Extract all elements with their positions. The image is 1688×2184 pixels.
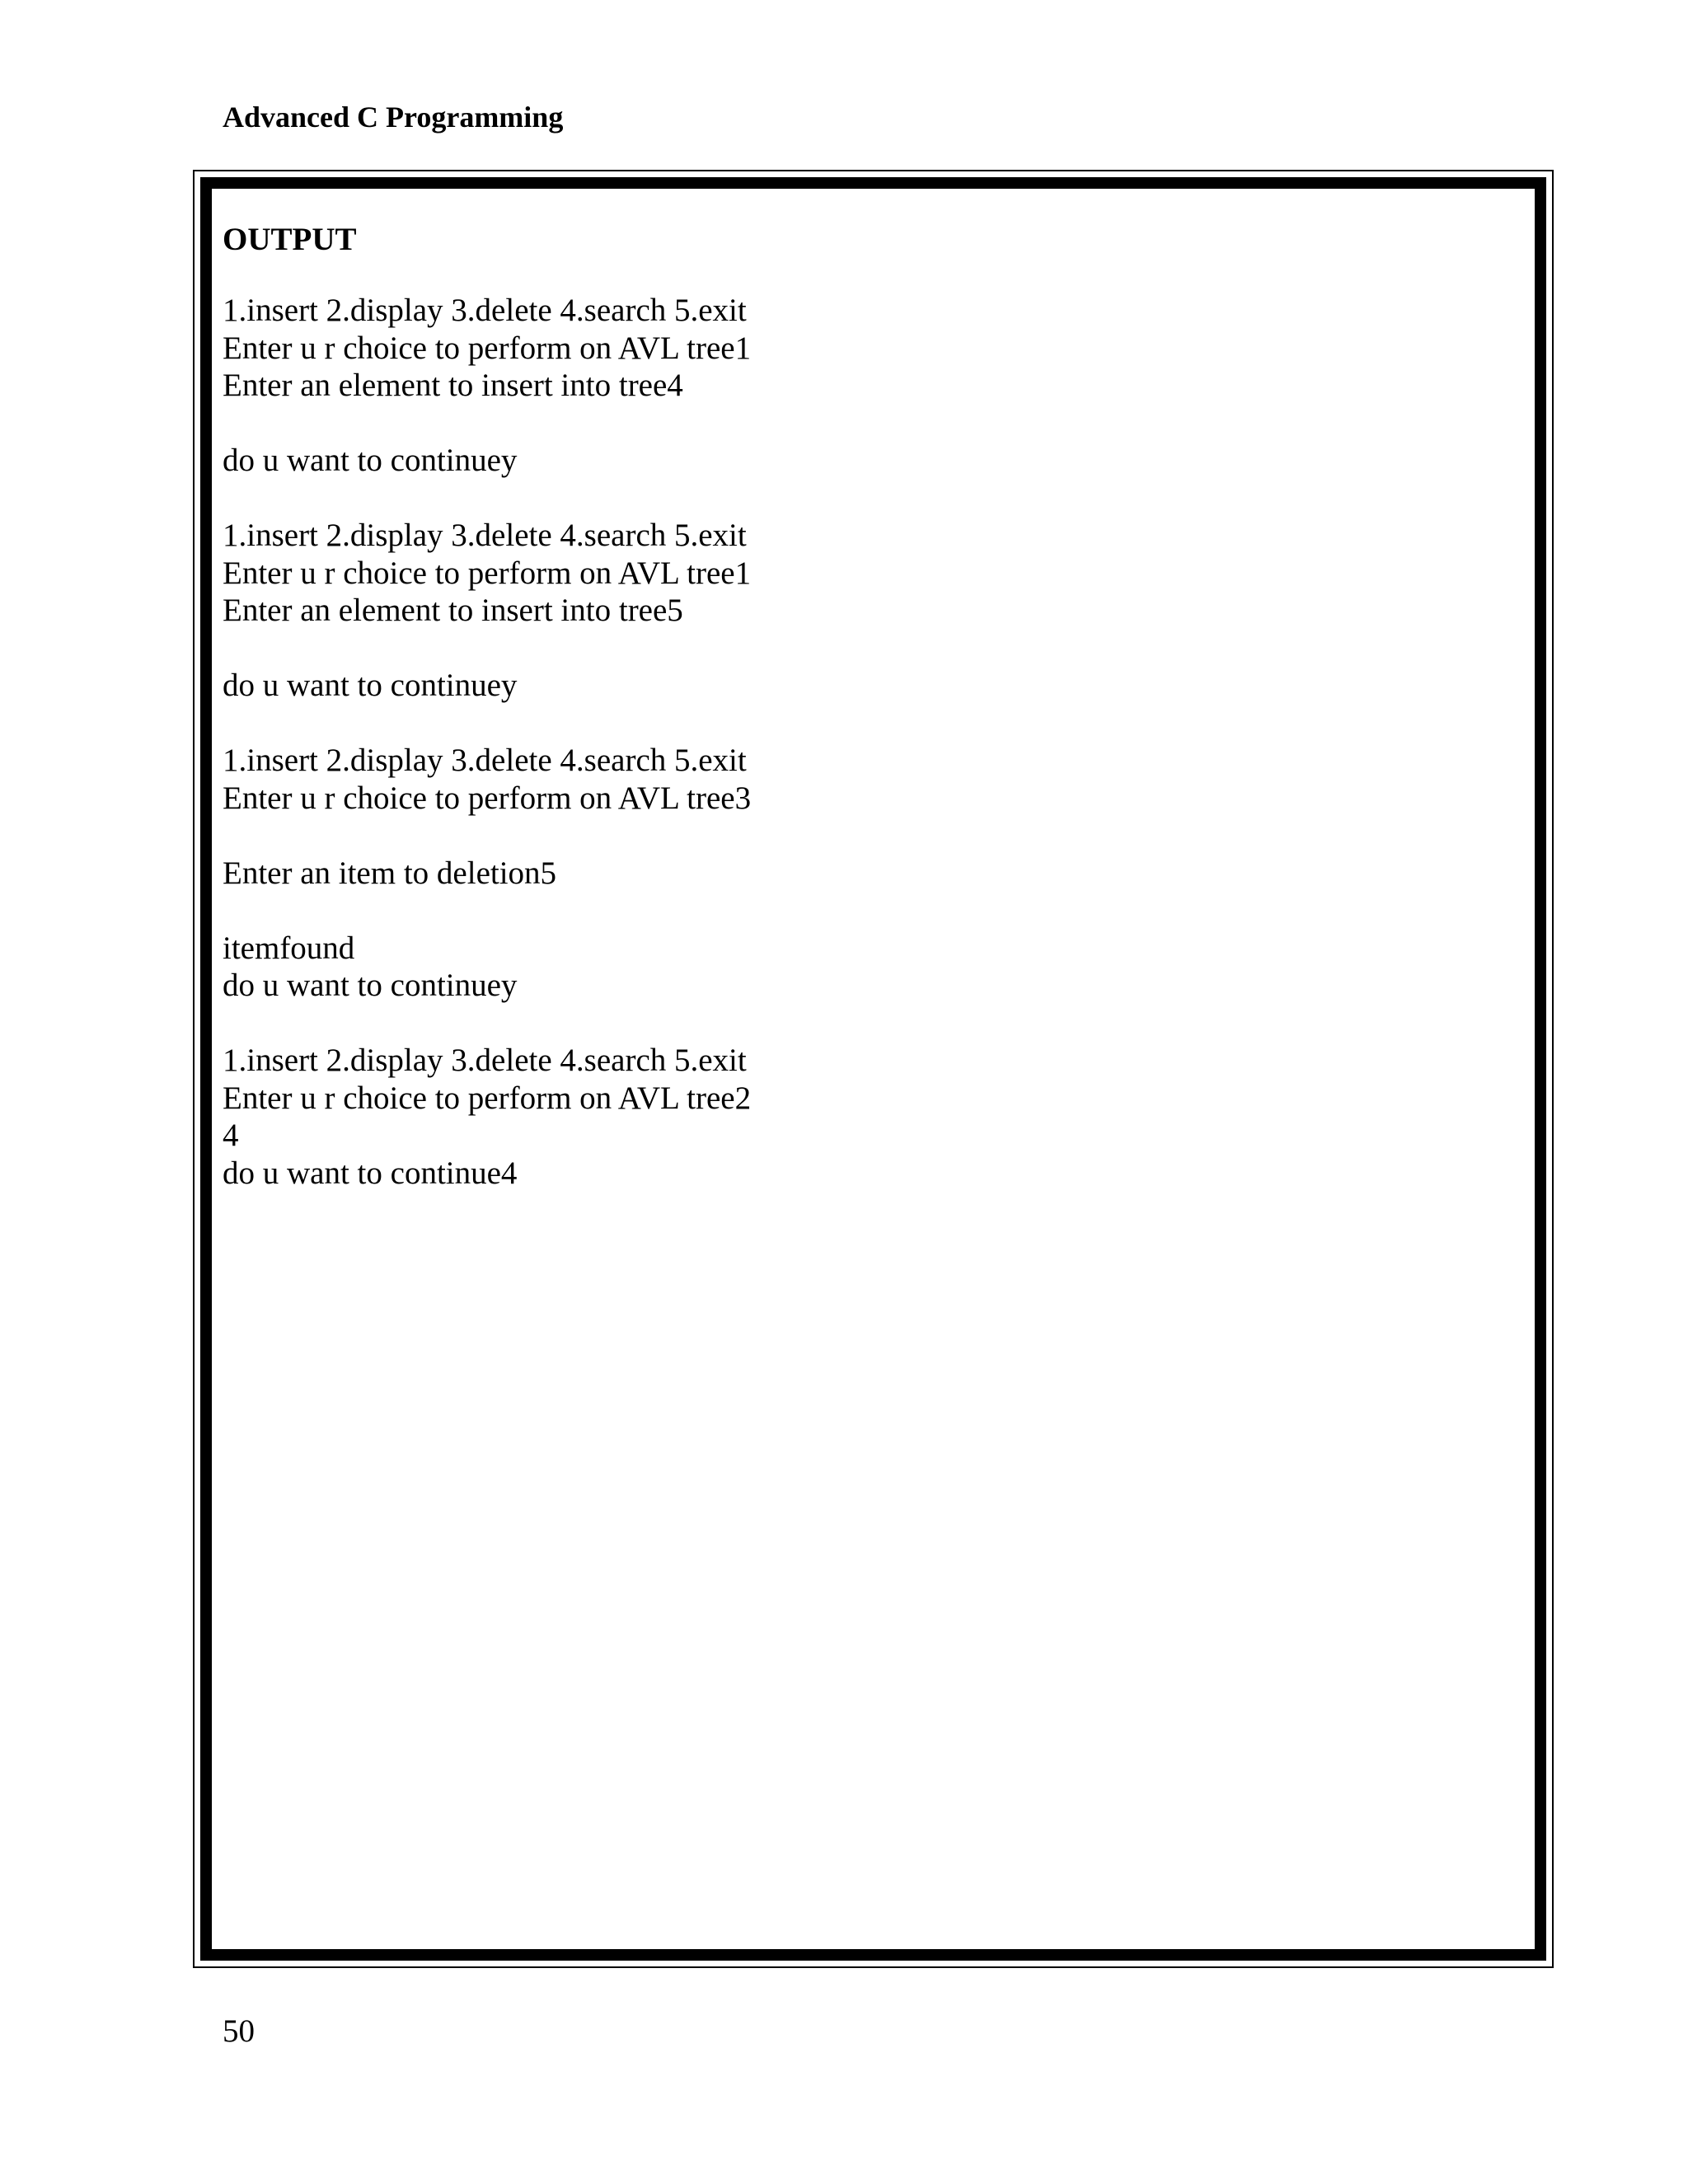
console-line: 1.insert 2.display 3.delete 4.search 5.exit	[223, 293, 747, 328]
console-line: Enter u r choice to perform on AVL tree3	[223, 780, 752, 816]
console-output	[223, 292, 1525, 1192]
console-line: 1.insert 2.display 3.delete 4.search 5.exit	[223, 1043, 747, 1078]
output-box	[223, 216, 1525, 1192]
console-line: do u want to continuey	[223, 968, 518, 1003]
console-line: do u want to continuey	[223, 443, 518, 478]
running-header: Advanced C Programming	[223, 101, 564, 134]
console-line: Enter u r choice to perform on AVL tree1	[223, 330, 752, 366]
console-line: do u want to continuey	[223, 668, 518, 703]
console-line: 1.insert 2.display 3.delete 4.search 5.exit	[223, 743, 747, 778]
console-line: Enter u r choice to perform on AVL tree1	[223, 555, 752, 591]
console-line	[223, 480, 1525, 518]
console-line: Enter an item to deletion5	[223, 855, 557, 891]
console-line	[223, 892, 1525, 930]
page-number: 50	[223, 2013, 255, 2049]
console-line: Enter an element to insert into tree4	[223, 368, 683, 403]
console-line: Enter an element to insert into tree5	[223, 593, 683, 628]
output-heading: OUTPUT	[223, 222, 357, 257]
console-line: itemfound	[223, 930, 355, 966]
console-line	[223, 630, 1525, 668]
console-line: Enter u r choice to perform on AVL tree2	[223, 1080, 752, 1116]
console-line: do u want to continue4	[223, 1155, 518, 1191]
console-line: 4	[223, 1118, 239, 1153]
console-line	[223, 1005, 1525, 1043]
console-line	[223, 705, 1525, 743]
console-line: 1.insert 2.display 3.delete 4.search 5.exit	[223, 518, 747, 553]
console-line	[223, 817, 1525, 855]
console-line	[223, 405, 1525, 443]
